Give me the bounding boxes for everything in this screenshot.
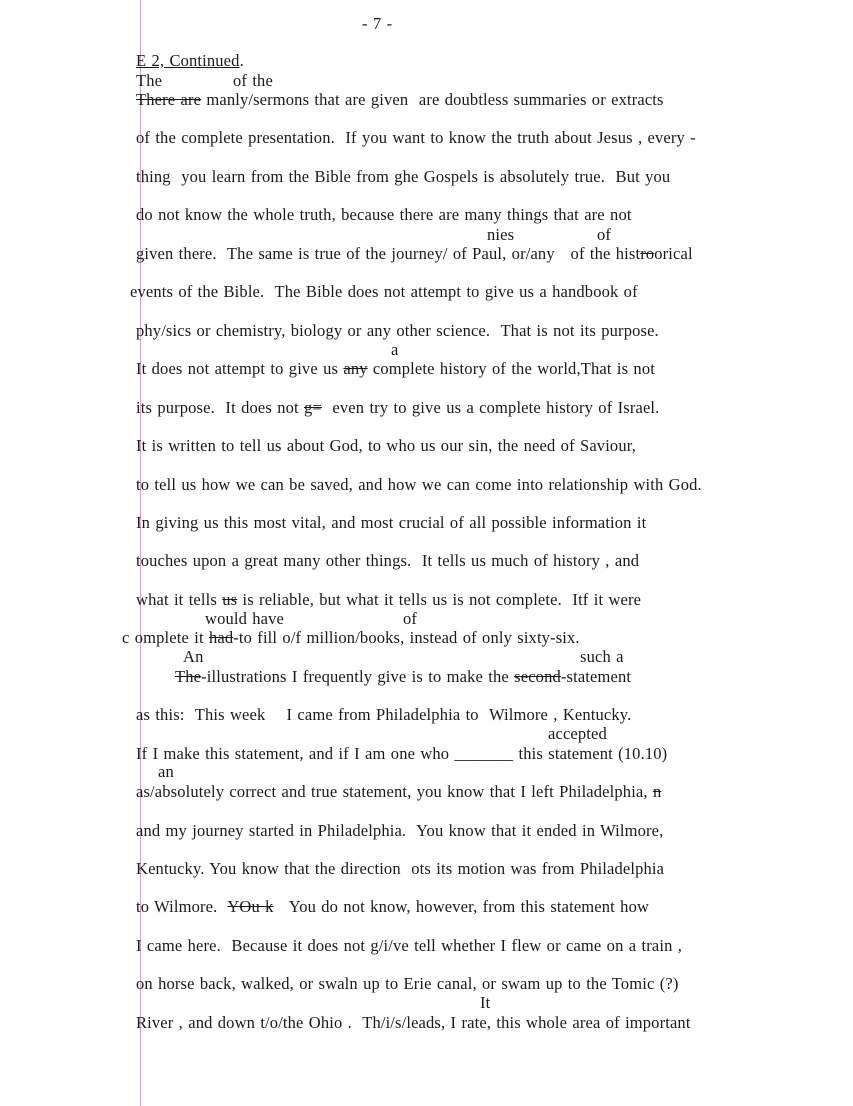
- text-segment: to Wilmore.: [136, 897, 228, 917]
- insertion: The: [136, 71, 163, 90]
- text-segment: is reliable, but what it tells us is not complete. Itf it were: [237, 589, 642, 609]
- text-line: [136, 322, 659, 340]
- text-segment: on horse back, walked, or swaln up to Erie canal, or swam up to the Tomic (?): [136, 974, 679, 994]
- text-segment: even try to give us a complete history of Israel.: [321, 397, 660, 417]
- text-segment: to tell us how we can be saved, and how we can come into relationship with God.: [136, 474, 702, 494]
- text-segment: orical: [654, 243, 693, 263]
- section-heading: [136, 52, 244, 70]
- text-segment: It does not attempt to give us: [136, 359, 344, 379]
- text-line: [136, 822, 663, 840]
- text-segment: Kentucky. You know that the direction ots its motion was from Philadelphia: [136, 859, 665, 878]
- text-segment: I came here. Because it does not g/i/ve tell whether I flew or came on a train ,: [136, 935, 683, 955]
- struck-text: second: [514, 666, 561, 686]
- text-line: [136, 514, 646, 532]
- text-segment: If I make this statement, and if I am one who _______ this statement (10.10): [136, 743, 668, 763]
- text-line: [136, 399, 659, 417]
- text-segment: of the complete presentation. If you want to know the truth about Jesus , every -: [136, 128, 696, 148]
- insertion: accepted: [548, 724, 607, 743]
- text-line: [122, 629, 580, 647]
- insertion: It: [480, 993, 491, 1012]
- struck-text: There are: [136, 90, 202, 109]
- text-segment: what it tells: [136, 589, 223, 609]
- text-line: [136, 552, 639, 570]
- text-line: [136, 437, 636, 455]
- text-segment: and my journey started in Philadelphia. You know that it ended in Wilmore,: [136, 820, 664, 840]
- insertion: would have: [205, 609, 285, 628]
- text-line: [136, 706, 631, 724]
- heading-text: E 2, Continued: [136, 51, 240, 70]
- insertion: a: [391, 340, 399, 359]
- struck-text: n: [652, 782, 662, 802]
- text-line: [130, 283, 638, 301]
- text-line: [136, 129, 696, 147]
- struck-text: any: [343, 359, 368, 379]
- text-line: [136, 476, 702, 494]
- text-segment: In giving us this most vital, and most crucial of all possible information it: [136, 512, 647, 532]
- text-line: [175, 668, 631, 686]
- text-line: [136, 91, 664, 109]
- insertion: of the: [233, 71, 273, 90]
- text-segment: thing you learn from the Bible from ghe Gospels is absolutely true. But you: [136, 166, 671, 186]
- text-line: [136, 745, 667, 763]
- text-segment: River , and down t/o/the Ohio . Th/i/s/leads, I rate, this whole area of important: [136, 1012, 691, 1032]
- text-line: [136, 975, 678, 993]
- insertion: an: [158, 762, 174, 781]
- text-segment: given there. The same is true of the journey/ of Paul, or/any of the hist: [136, 243, 641, 263]
- insertion: such a: [580, 647, 624, 666]
- text-segment: touches upon a great many other things. It tells us much of history , and: [136, 551, 640, 571]
- struck-text: The: [175, 666, 202, 686]
- text-segment: do not know the whole truth, because there are many things that are not: [136, 205, 632, 225]
- text-segment: You do not know, however, from this statement how: [273, 897, 650, 917]
- insertion: An: [183, 647, 204, 666]
- struck-text: us: [222, 589, 238, 609]
- text-line: [136, 783, 661, 801]
- struck-text: g=: [304, 397, 322, 417]
- text-segment: events of the Bible. The Bible does not attempt to give us a handbook of: [130, 282, 638, 302]
- text-line: [136, 206, 632, 224]
- struck-text: ro: [640, 243, 655, 263]
- struck-text: had: [208, 628, 234, 648]
- text-segment: phy/sics or chemistry, biology or any other science. That is not its purpose.: [136, 320, 659, 340]
- struck-text: YOu k: [227, 897, 274, 917]
- text-line: [136, 360, 655, 378]
- text-line: [136, 245, 693, 263]
- text-line: [136, 168, 670, 186]
- text-segment: its purpose. It does not: [136, 397, 305, 417]
- text-line: [136, 860, 664, 878]
- text-line: [136, 898, 649, 916]
- text-line: [136, 591, 641, 609]
- text-segment: -illustrations I frequently give is to make the: [201, 666, 515, 686]
- text-segment: It is written to tell us about God, to who us our sin, the need of Saviour,: [136, 436, 636, 456]
- heading-period: .: [239, 51, 244, 70]
- text-line: [136, 937, 682, 955]
- text-segment: manly/sermons that are given are doubtless summaries or extracts: [201, 90, 664, 109]
- insertion: of: [403, 609, 418, 628]
- text-segment: -to fill o/f million/books, instead of only sixty-six.: [233, 628, 580, 648]
- text-line: [136, 1014, 691, 1032]
- text-segment: c omplete it: [122, 628, 209, 648]
- text-segment: as/absolutely correct and true statement, you know that I left Philadelphia,: [136, 782, 653, 802]
- text-segment: as this: This week I came from Philadelphia to Wilmore , Kentucky.: [136, 705, 632, 725]
- page-number: - 7 -: [362, 14, 393, 33]
- text-segment: -statement: [560, 666, 632, 686]
- text-segment: complete history of the world,That is not: [367, 359, 655, 379]
- insertion: nies: [487, 225, 515, 244]
- insertion: of: [597, 225, 612, 244]
